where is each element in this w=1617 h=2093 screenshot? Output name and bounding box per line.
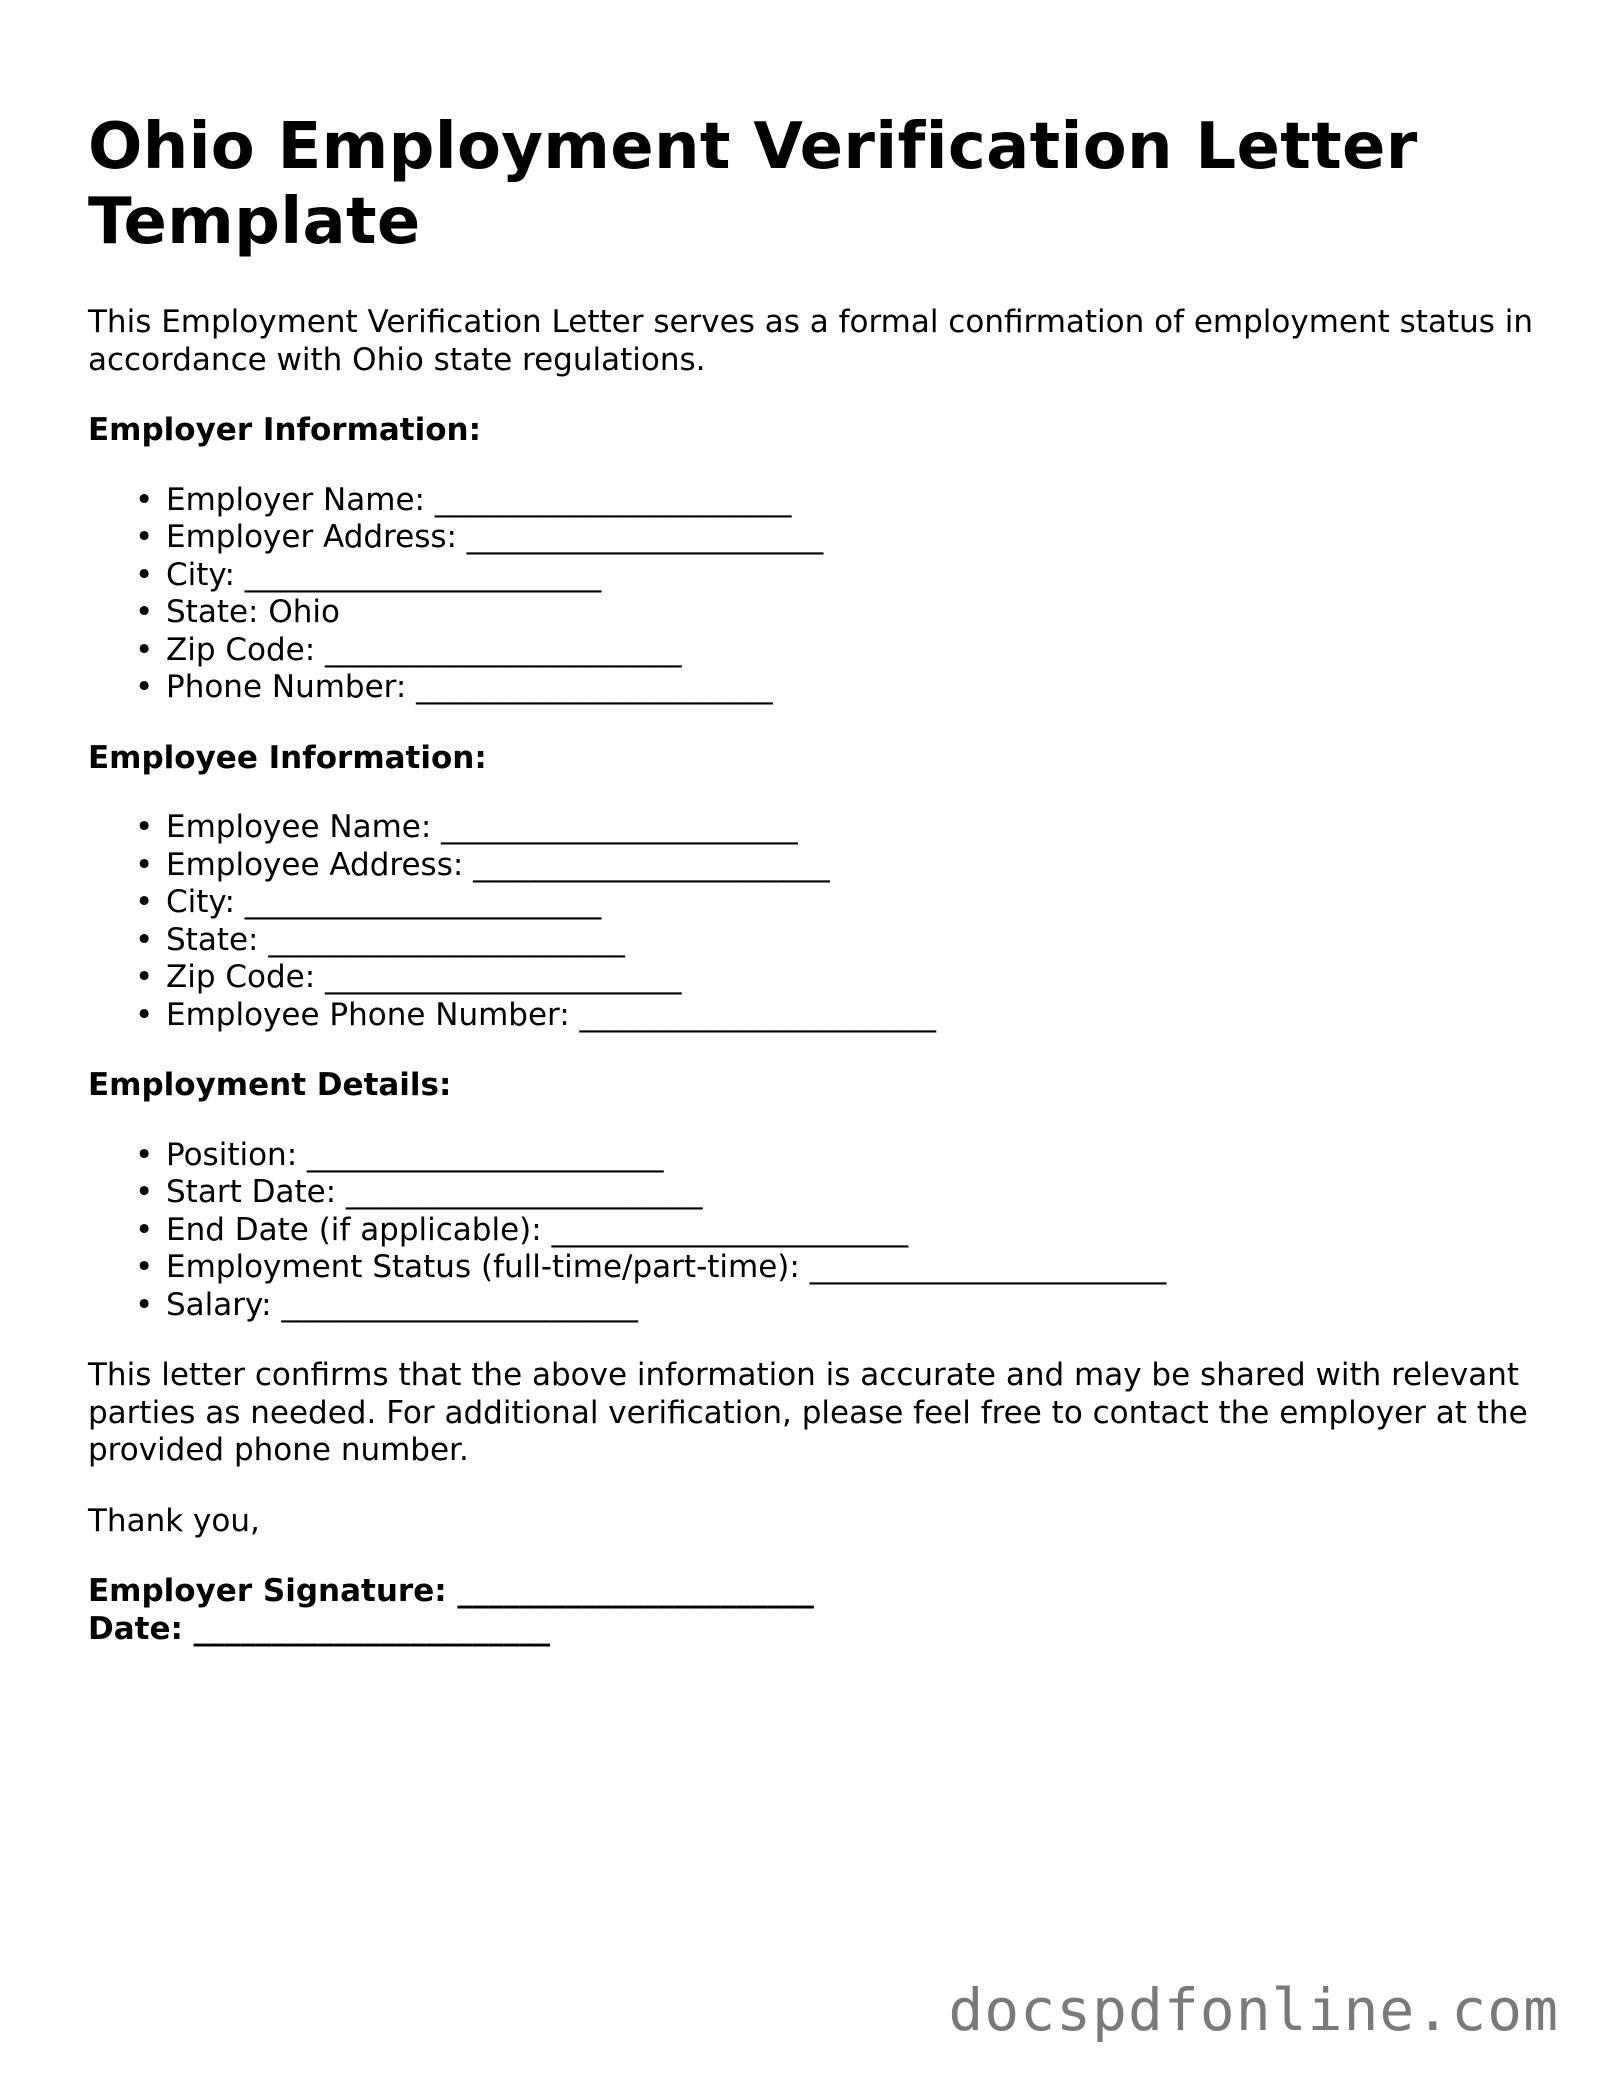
- field-text: Employee Phone Number: _______________________: [166, 996, 937, 1033]
- employer-section-heading: Employer Information:: [88, 412, 482, 448]
- bullet-icon: •: [135, 996, 154, 1033]
- field-text: Position: _______________________: [166, 1136, 664, 1173]
- employee-zip-field: [135, 959, 1548, 997]
- employer-signature-line: Employer Signature: _______________________: [88, 1573, 814, 1609]
- intro-paragraph: This Employment Verification Letter serves as a formal confirmation of employment status in accordance with Ohio state regulations.: [88, 304, 1534, 378]
- field-text: Start Date: _______________________: [166, 1174, 703, 1210]
- end-date-field: [135, 1211, 1548, 1250]
- field-text: Employee Address: _______________________: [166, 846, 830, 883]
- employee-state-field: [135, 921, 1548, 960]
- field-text: Employment Status (full-time/part-time): _______________________: [166, 1249, 1167, 1285]
- letter-page: [88, 110, 1548, 1648]
- employer-field-list: [88, 482, 1548, 707]
- bullet-icon: •: [135, 1136, 154, 1173]
- bullet-icon: •: [135, 921, 154, 958]
- employee-section-heading: Employee Information:: [88, 739, 487, 776]
- field-text: Zip Code: _______________________: [166, 959, 682, 995]
- employee-name-field: [135, 809, 1548, 847]
- field-text: Employee Name: _______________________: [166, 809, 798, 845]
- employer-name-field: [135, 481, 1548, 520]
- bullet-icon: •: [135, 809, 154, 845]
- employer-address-field: [135, 519, 1548, 557]
- page-title: Ohio Employment Verification Letter Template: [88, 110, 1418, 259]
- bullet-icon: •: [135, 556, 154, 593]
- employer-phone-field: [135, 669, 1548, 707]
- signature-date-line: Date: _______________________: [88, 1610, 551, 1647]
- field-text: State: _______________________: [166, 921, 625, 958]
- bullet-icon: •: [135, 519, 154, 555]
- field-text: City: _______________________: [166, 884, 602, 920]
- employer-city-field: [135, 556, 1548, 595]
- employer-state-field: [135, 594, 1548, 632]
- employment-status-field: [135, 1249, 1548, 1287]
- bullet-icon: •: [135, 884, 154, 920]
- bullet-icon: •: [135, 846, 154, 883]
- employee-city-field: [135, 884, 1548, 922]
- field-text: State: Ohio: [166, 594, 340, 630]
- start-date-field: [135, 1174, 1548, 1212]
- employment-field-list: [88, 1137, 1548, 1325]
- bullet-icon: •: [135, 669, 154, 705]
- position-field: [135, 1136, 1548, 1175]
- field-text: End Date (if applicable): _______________________: [166, 1211, 909, 1248]
- bullet-icon: •: [135, 631, 154, 668]
- field-text: City: _______________________: [166, 556, 602, 593]
- bullet-icon: •: [135, 1211, 154, 1248]
- bullet-icon: •: [135, 594, 154, 630]
- salary-field: [135, 1286, 1548, 1325]
- field-text: Employer Name: _______________________: [166, 481, 792, 518]
- employee-phone-field: [135, 996, 1548, 1035]
- field-text: Salary: _______________________: [166, 1286, 638, 1323]
- employee-address-field: [135, 846, 1548, 885]
- bullet-icon: •: [135, 1249, 154, 1285]
- bullet-icon: •: [135, 1286, 154, 1323]
- field-text: Phone Number: _______________________: [166, 669, 773, 705]
- field-text: Employer Address: _______________________: [166, 519, 824, 555]
- employer-zip-field: [135, 631, 1548, 670]
- field-text: Zip Code: _______________________: [166, 631, 682, 668]
- watermark: docspdfonline.com: [948, 1976, 1559, 2044]
- bullet-icon: •: [135, 1174, 154, 1210]
- bullet-icon: •: [135, 481, 154, 518]
- employee-field-list: [88, 809, 1548, 1034]
- bullet-icon: •: [135, 959, 154, 995]
- thank-you-line: Thank you,: [88, 1502, 260, 1539]
- closing-paragraph: This letter confirms that the above information is accurate and may be shared with relevant parties as needed. For additional verification, please feel free to contact the employer at the provided phone number.: [88, 1357, 1528, 1468]
- employment-section-heading: Employment Details:: [88, 1067, 452, 1103]
- signature-block: [88, 1573, 1548, 1648]
